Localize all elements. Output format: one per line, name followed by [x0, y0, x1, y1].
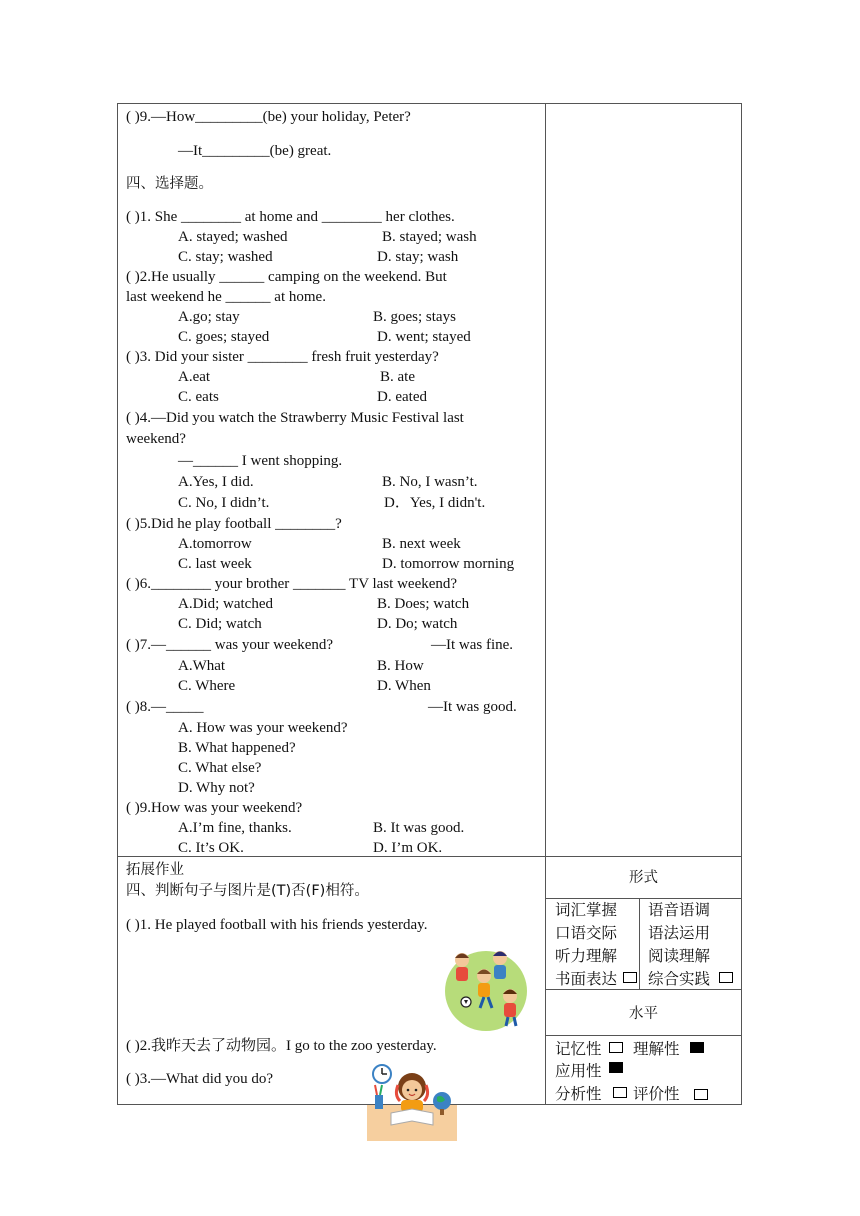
- option-a: A.Yes, I did.: [178, 474, 254, 490]
- checkbox-writing[interactable]: [623, 972, 637, 983]
- question-stem: ( )9.How was your weekend?: [126, 800, 303, 816]
- option-c: C. last week: [178, 556, 252, 572]
- side-line: [545, 1035, 742, 1036]
- judge-item-2: ( )2.我昨天去了动物园。I go to the zoo yesterday.: [126, 1038, 437, 1054]
- option-b: B. ate: [380, 369, 415, 385]
- option-a: A.Did; watched: [178, 596, 273, 612]
- option-c: C. eats: [178, 389, 219, 405]
- form-listening: 听力理解: [555, 947, 618, 965]
- option-b: B. Does; watch: [377, 596, 470, 612]
- option-c: C. No, I didn’t.: [178, 495, 270, 511]
- option-c: C. Where: [178, 678, 236, 694]
- level-header: 水平: [629, 1006, 658, 1022]
- option-c: C. stay; washed: [178, 249, 273, 265]
- option-a: A. How was your weekend?: [178, 720, 348, 736]
- extension-title: 拓展作业: [126, 862, 184, 878]
- option-b: B. How: [377, 658, 424, 674]
- option-b: B. No, I wasn’t.: [382, 474, 478, 490]
- checkbox-application[interactable]: [609, 1062, 623, 1073]
- level-analysis: 分析性: [555, 1085, 602, 1103]
- kids-football-illustration: [444, 946, 528, 1032]
- question-reply: —It was good.: [428, 699, 517, 715]
- question-reply: —It was fine.: [431, 637, 514, 653]
- question-stem-cont: weekend?: [126, 431, 186, 447]
- judge-item-1: ( )1. He played football with his friends yesterday.: [126, 917, 428, 933]
- q9-fill-line1: ( )9.—How_________(be) your holiday, Peter?: [126, 109, 411, 125]
- option-d: D．Yes, I didn't.: [384, 495, 486, 511]
- column-divider: [545, 103, 546, 1105]
- question-stem: ( )3. Did your sister ________ fresh fruit yesterday?: [126, 349, 439, 365]
- option-d: D. Do; watch: [377, 616, 458, 632]
- level-memory: 记忆性: [555, 1040, 602, 1058]
- option-d: D. Why not?: [178, 780, 255, 796]
- option-a: A.go; stay: [178, 309, 240, 325]
- form-writing: 书面表达: [555, 970, 618, 988]
- form-pronunciation: 语音语调: [648, 901, 711, 919]
- option-b: B. What happened?: [178, 740, 296, 756]
- form-vocab: 词汇掌握: [555, 901, 618, 919]
- option-a: A.What: [178, 658, 226, 674]
- option-a: A.eat: [178, 369, 211, 385]
- level-application: 应用性: [555, 1062, 602, 1080]
- option-c: C. What else?: [178, 760, 262, 776]
- question-stem: ( )7.—______ was your weekend?: [126, 637, 334, 653]
- checkbox-practice[interactable]: [719, 972, 733, 983]
- option-d: D. went; stayed: [377, 329, 471, 345]
- q9-fill-line2: —It_________(be) great.: [178, 143, 332, 159]
- option-d: D. I’m OK.: [373, 840, 443, 856]
- question-stem: ( )1. She ________ at home and ________ her clothes.: [126, 209, 455, 225]
- form-header: 形式: [629, 870, 658, 886]
- question-stem: ( )2.He usually ______ camping on the weekend. But: [126, 269, 447, 285]
- option-d: D. eated: [377, 389, 427, 405]
- question-stem: ( )8.—_____: [126, 699, 204, 715]
- option-b: B. It was good.: [373, 820, 465, 836]
- section-heading: 四、选择题。: [126, 176, 213, 192]
- side-line: [545, 898, 742, 899]
- option-a: A.tomorrow: [178, 536, 252, 552]
- option-c: C. Did; watch: [178, 616, 262, 632]
- option-b: B. stayed; wash: [382, 229, 477, 245]
- checkbox-memory[interactable]: [609, 1042, 623, 1053]
- level-understanding: 理解性: [633, 1040, 680, 1058]
- level-evaluation: 评价性: [633, 1085, 680, 1103]
- option-c: C. goes; stayed: [178, 329, 270, 345]
- form-oral: 口语交际: [555, 924, 618, 942]
- option-d: D. tomorrow morning: [382, 556, 515, 572]
- question-stem: ( )6.________ your brother _______ TV last weekend?: [126, 576, 458, 592]
- form-practice: 综合实践: [648, 970, 711, 988]
- option-d: D. stay; wash: [377, 249, 459, 265]
- form-reading: 阅读理解: [648, 947, 711, 965]
- checkbox-evaluation[interactable]: [694, 1089, 708, 1100]
- side-line: [639, 898, 640, 989]
- question-stem: ( )4.—Did you watch the Strawberry Music Festival last: [126, 410, 464, 426]
- side-line: [545, 989, 742, 990]
- girl-studying-illustration: [367, 1063, 457, 1141]
- judge-item-3: ( )3.—What did you do?: [126, 1071, 274, 1087]
- option-b: B. next week: [382, 536, 461, 552]
- form-grammar: 语法运用: [648, 924, 711, 942]
- extension-heading: 四、判断句子与图片是(T)否(F)相符。: [126, 883, 369, 899]
- question-stem: ( )5.Did he play football ________?: [126, 516, 342, 532]
- checkbox-analysis[interactable]: [613, 1087, 627, 1098]
- question-stem-cont: last weekend he ______ at home.: [126, 289, 326, 305]
- option-c: C. It’s OK.: [178, 840, 244, 856]
- option-d: D. When: [377, 678, 431, 694]
- checkbox-understanding[interactable]: [690, 1042, 704, 1053]
- question-dialogue: —______ I went shopping.: [178, 453, 343, 469]
- option-b: B. goes; stays: [373, 309, 456, 325]
- option-a: A.I’m fine, thanks.: [178, 820, 292, 836]
- option-a: A. stayed; washed: [178, 229, 288, 245]
